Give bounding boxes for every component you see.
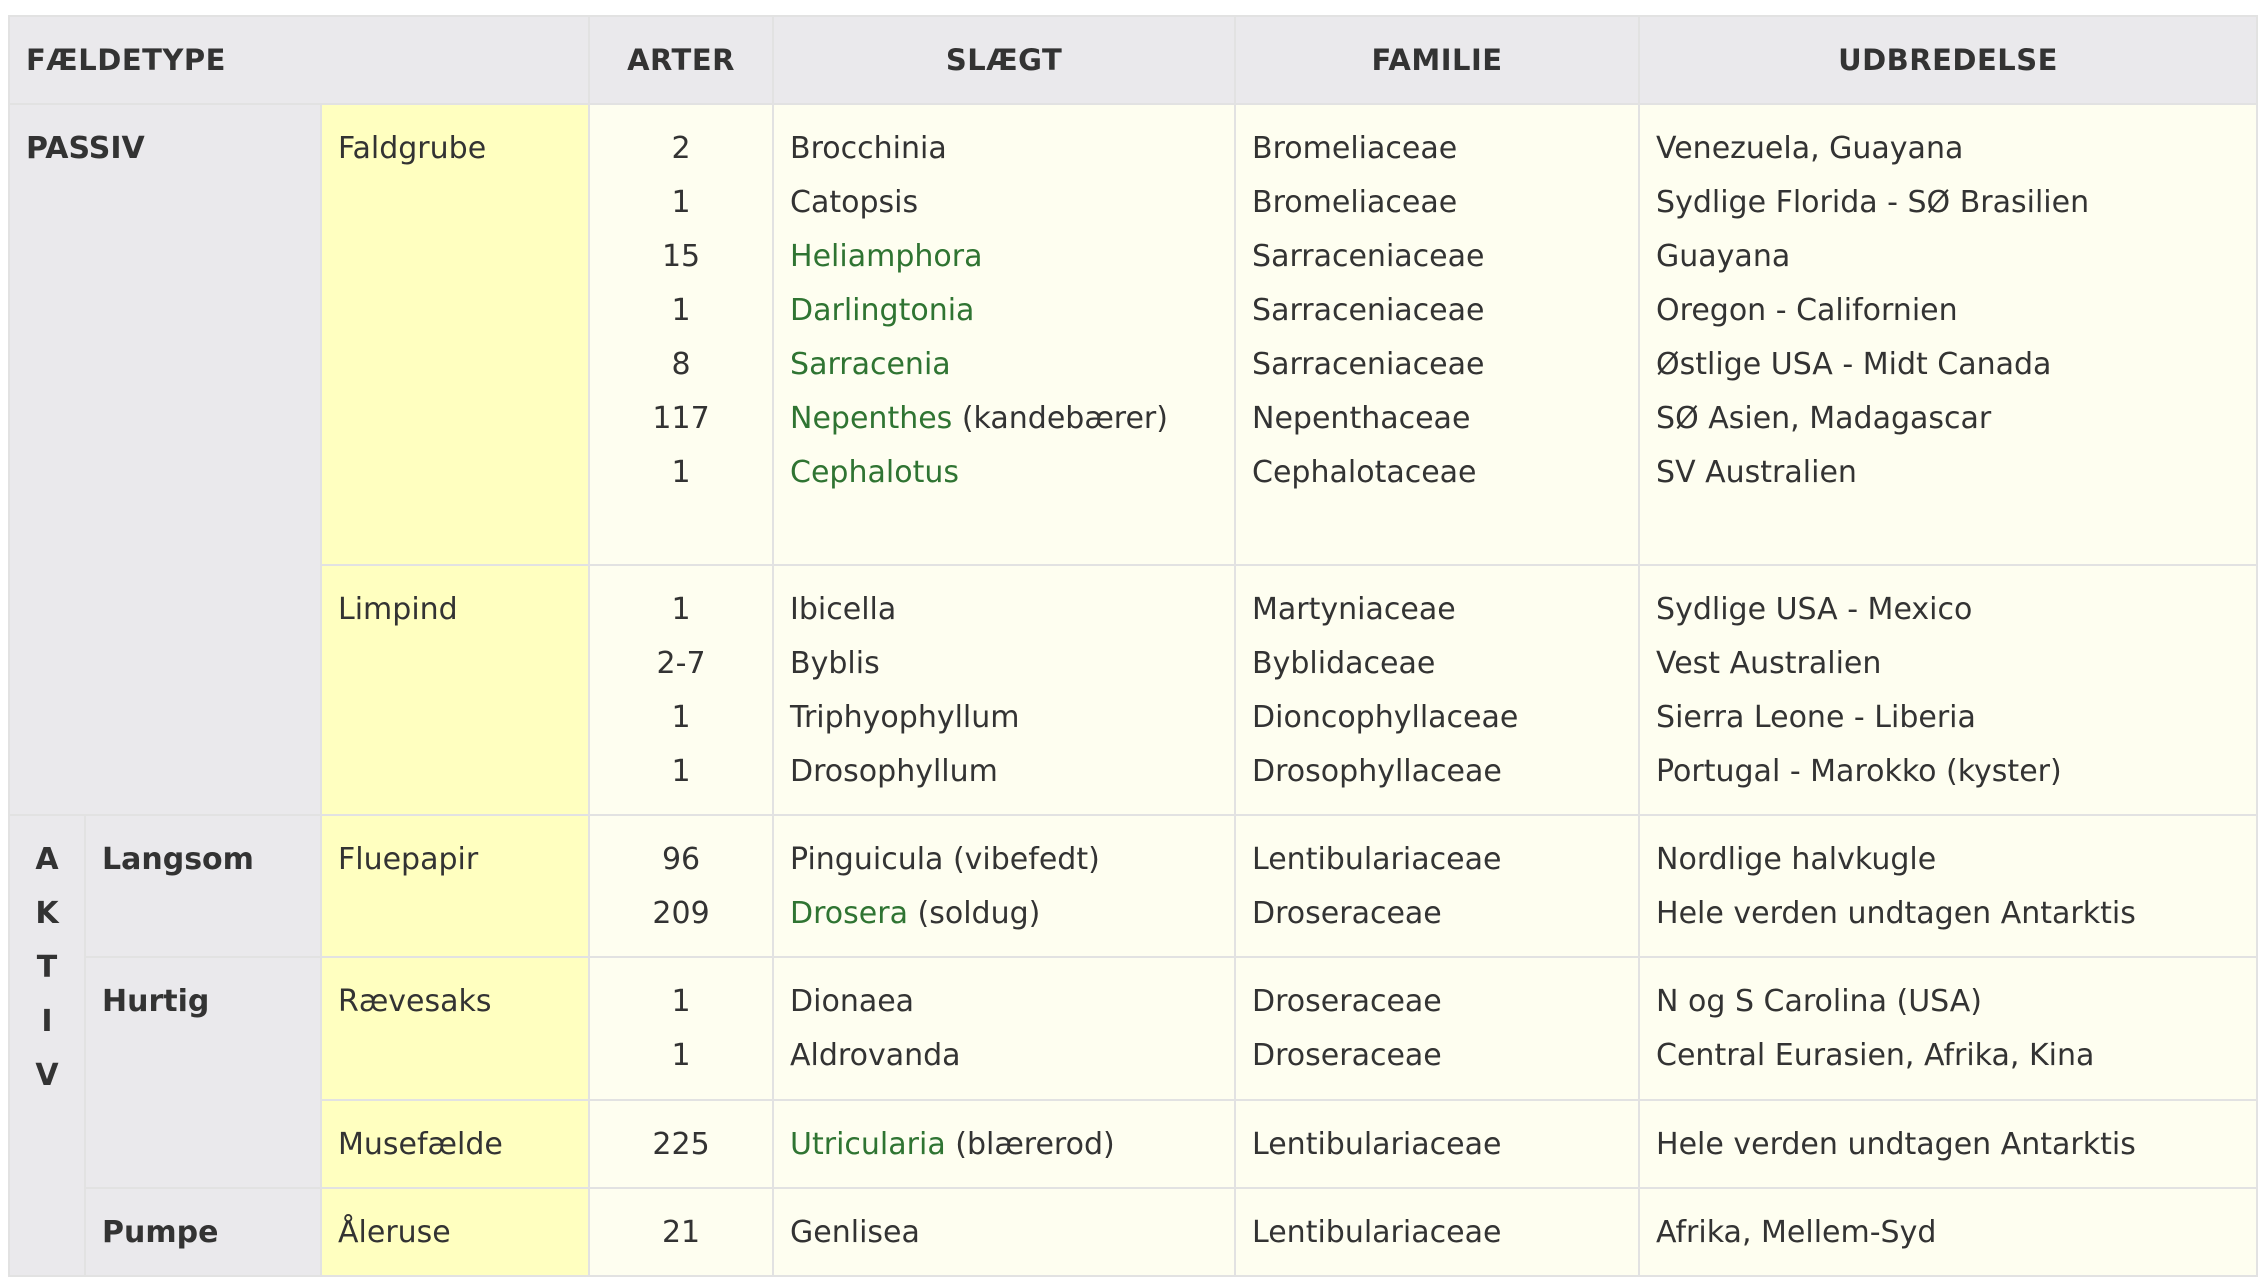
familie-cell: [1235, 815, 1639, 957]
udbredelse-line: Nordlige halvkugle: [1656, 842, 1937, 878]
genus-name: Triphyophyllum: [790, 699, 1020, 735]
arter-line: 15: [661, 239, 701, 274]
trap-raevesaks: Rævesaks: [321, 957, 589, 1099]
header-udbredelse: UDBREDELSE: [1639, 16, 2257, 104]
table-row: [9, 565, 2257, 815]
arter-line: 1: [671, 293, 691, 328]
arter-line: 1: [671, 699, 691, 735]
genus-line: [790, 237, 1218, 291]
familie-line: Drosophyllaceae: [1252, 753, 1502, 789]
genus-name: Byblis: [790, 645, 880, 681]
arter-line: 1: [671, 1038, 691, 1074]
trap-faldgrube: Faldgrube: [321, 104, 589, 565]
header-arter: ARTER: [589, 16, 773, 104]
genus-line: [790, 345, 1218, 399]
familie-line: Nepenthaceae: [1252, 401, 1471, 436]
udbredelse-line: Østlige USA - Midt Canada: [1656, 347, 2052, 382]
familie-line: Sarraceniaceae: [1252, 239, 1485, 274]
arter-line: 1: [671, 455, 691, 490]
common-name: (soldug): [907, 896, 1041, 932]
genus-line: [790, 894, 1218, 948]
familie-line: Sarraceniaceae: [1252, 347, 1485, 382]
familie-line: Byblidaceae: [1252, 645, 1436, 681]
slaegt-cell: [773, 957, 1235, 1099]
slaegt-cell: [773, 1100, 1235, 1188]
genus-link[interactable]: Sarracenia: [790, 347, 951, 382]
familie-cell: [1235, 1100, 1639, 1188]
genus-link[interactable]: Darlingtonia: [790, 293, 975, 328]
genus-line: [790, 1036, 1218, 1090]
genus-line: [790, 840, 1218, 894]
aktiv-letter: V: [35, 1058, 59, 1094]
genus-link[interactable]: Drosera: [790, 896, 908, 932]
genus-line: [790, 644, 1218, 698]
genus-line: [790, 752, 1218, 806]
header-slaegt: SLÆGT: [773, 16, 1235, 104]
udbredelse-cell: [1639, 104, 2257, 565]
udbredelse-line: Guayana: [1656, 239, 1791, 274]
arter-cell: [589, 815, 773, 957]
arter-line: 1: [671, 984, 691, 1020]
arter-line: 1: [671, 591, 691, 627]
udbredelse-line: Vest Australien: [1656, 645, 1882, 681]
genus-line: [790, 590, 1218, 644]
udbredelse-cell: [1639, 565, 2257, 815]
familie-line: Lentibulariaceae: [1252, 1214, 1502, 1250]
common-name: (vibefedt): [943, 842, 1100, 878]
udbredelse-line: Afrika, Mellem-Syd: [1656, 1214, 1937, 1250]
udbredelse-line: Sydlige Florida - SØ Brasilien: [1656, 185, 2090, 220]
familie-cell: [1235, 565, 1639, 815]
udbredelse-line: Oregon - Californien: [1656, 293, 1958, 328]
genus-line: [790, 982, 1218, 1036]
genus-name: Ibicella: [790, 591, 897, 627]
udbredelse-line: Portugal - Marokko (kyster): [1656, 753, 2062, 789]
udbredelse-line: Hele verden undtagen Antarktis: [1656, 1126, 2136, 1162]
genus-line: [790, 1125, 1218, 1179]
genus-line: [790, 453, 1218, 507]
familie-line: Droseraceae: [1252, 896, 1442, 932]
udbredelse-cell: [1639, 815, 2257, 957]
genus-name: Dionaea: [790, 984, 915, 1020]
arter-line: 225: [652, 1126, 710, 1162]
aktiv-letter: A: [35, 842, 59, 878]
udbredelse-line: SV Australien: [1656, 455, 1857, 490]
table-row: [9, 104, 2257, 565]
udbredelse-line: SØ Asien, Madagascar: [1656, 401, 1992, 436]
aktiv-letter: T: [36, 950, 58, 986]
arter-cell: [589, 957, 773, 1099]
udbredelse-line: Sierra Leone - Liberia: [1656, 699, 1976, 735]
familie-line: Sarraceniaceae: [1252, 293, 1485, 328]
arter-line: 117: [652, 401, 710, 436]
genus-line: [790, 183, 1218, 237]
genus-name: Catopsis: [790, 185, 919, 220]
genus-line: [790, 129, 1218, 183]
genus-line: [790, 399, 1218, 453]
table-row: [9, 1100, 2257, 1188]
genus-name: Drosophyllum: [790, 753, 998, 789]
trap-limpind: Limpind: [321, 565, 589, 815]
familie-cell: [1235, 957, 1639, 1099]
trap-musefaelde: Musefælde: [321, 1100, 589, 1188]
genus-link[interactable]: Utricularia: [790, 1126, 946, 1162]
familie-line: Bromeliaceae: [1252, 185, 1458, 220]
table-row: [9, 815, 2257, 957]
speed-pumpe: Pumpe: [85, 1188, 321, 1276]
arter-line: 2: [671, 131, 691, 166]
genus-line: [790, 291, 1218, 345]
aktiv-letter: K: [35, 896, 59, 932]
carnivorous-plants-table: [8, 15, 2258, 1277]
arter-cell: [589, 565, 773, 815]
familie-line: Lentibulariaceae: [1252, 1126, 1502, 1162]
familie-line: Dioncophyllaceae: [1252, 699, 1519, 735]
slaegt-cell: [773, 1188, 1235, 1276]
udbredelse-cell: [1639, 1100, 2257, 1188]
genus-link[interactable]: Heliamphora: [790, 239, 983, 274]
slaegt-cell: [773, 104, 1235, 565]
familie-line: Martyniaceae: [1252, 591, 1456, 627]
trap-fluepapir: Fluepapir: [321, 815, 589, 957]
speed-hurtig: Hurtig: [85, 957, 321, 1187]
genus-line: [790, 698, 1218, 752]
table-row: [9, 1188, 2257, 1276]
common-name: (blærerod): [945, 1126, 1115, 1162]
arter-line: 96: [661, 842, 701, 878]
arter-line: 209: [652, 896, 710, 932]
arter-line: 2-7: [656, 645, 706, 681]
udbredelse-cell: [1639, 957, 2257, 1099]
aktiv-letter: I: [41, 1004, 53, 1040]
trap-aaleruse: Åleruse: [321, 1188, 589, 1276]
familie-cell: [1235, 1188, 1639, 1276]
udbredelse-line: N og S Carolina (USA): [1656, 984, 1982, 1020]
udbredelse-line: Venezuela, Guayana: [1656, 131, 1964, 166]
arter-cell: [589, 104, 773, 565]
genus-name: Pinguicula: [790, 842, 944, 878]
udbredelse-line: Sydlige USA - Mexico: [1656, 591, 1973, 627]
genus-link[interactable]: Nepenthes: [790, 401, 953, 436]
group-passiv: PASSIV: [9, 104, 321, 815]
slaegt-cell: [773, 815, 1235, 957]
table-row: [9, 957, 2257, 1099]
header-faeldetype: FÆLDETYPE: [9, 16, 589, 104]
genus-name: Brocchinia: [790, 131, 947, 166]
arter-cell: [589, 1188, 773, 1276]
familie-line: Cephalotaceae: [1252, 455, 1477, 490]
udbredelse-cell: [1639, 1188, 2257, 1276]
arter-line: 8: [671, 347, 691, 382]
genus-line: [790, 1213, 1218, 1267]
udbredelse-line: Hele verden undtagen Antarktis: [1656, 896, 2136, 932]
common-name: (kandebærer): [952, 401, 1168, 436]
genus-name: Genlisea: [790, 1214, 920, 1250]
arter-line: 1: [671, 185, 691, 220]
header-row: [9, 16, 2257, 104]
arter-line: 21: [661, 1214, 701, 1250]
udbredelse-line: Central Eurasien, Afrika, Kina: [1656, 1038, 2095, 1074]
familie-cell: [1235, 104, 1639, 565]
arter-line: 1: [671, 753, 691, 789]
genus-name: Aldrovanda: [790, 1038, 961, 1074]
slaegt-cell: [773, 565, 1235, 815]
familie-line: Droseraceae: [1252, 1038, 1442, 1074]
genus-link[interactable]: Cephalotus: [790, 455, 959, 490]
arter-cell: [589, 1100, 773, 1188]
speed-langsom: Langsom: [85, 815, 321, 957]
familie-line: Lentibulariaceae: [1252, 842, 1502, 878]
header-familie: FAMILIE: [1235, 16, 1639, 104]
familie-line: Droseraceae: [1252, 984, 1442, 1020]
familie-line: Bromeliaceae: [1252, 131, 1458, 166]
group-aktiv: [9, 815, 85, 1276]
